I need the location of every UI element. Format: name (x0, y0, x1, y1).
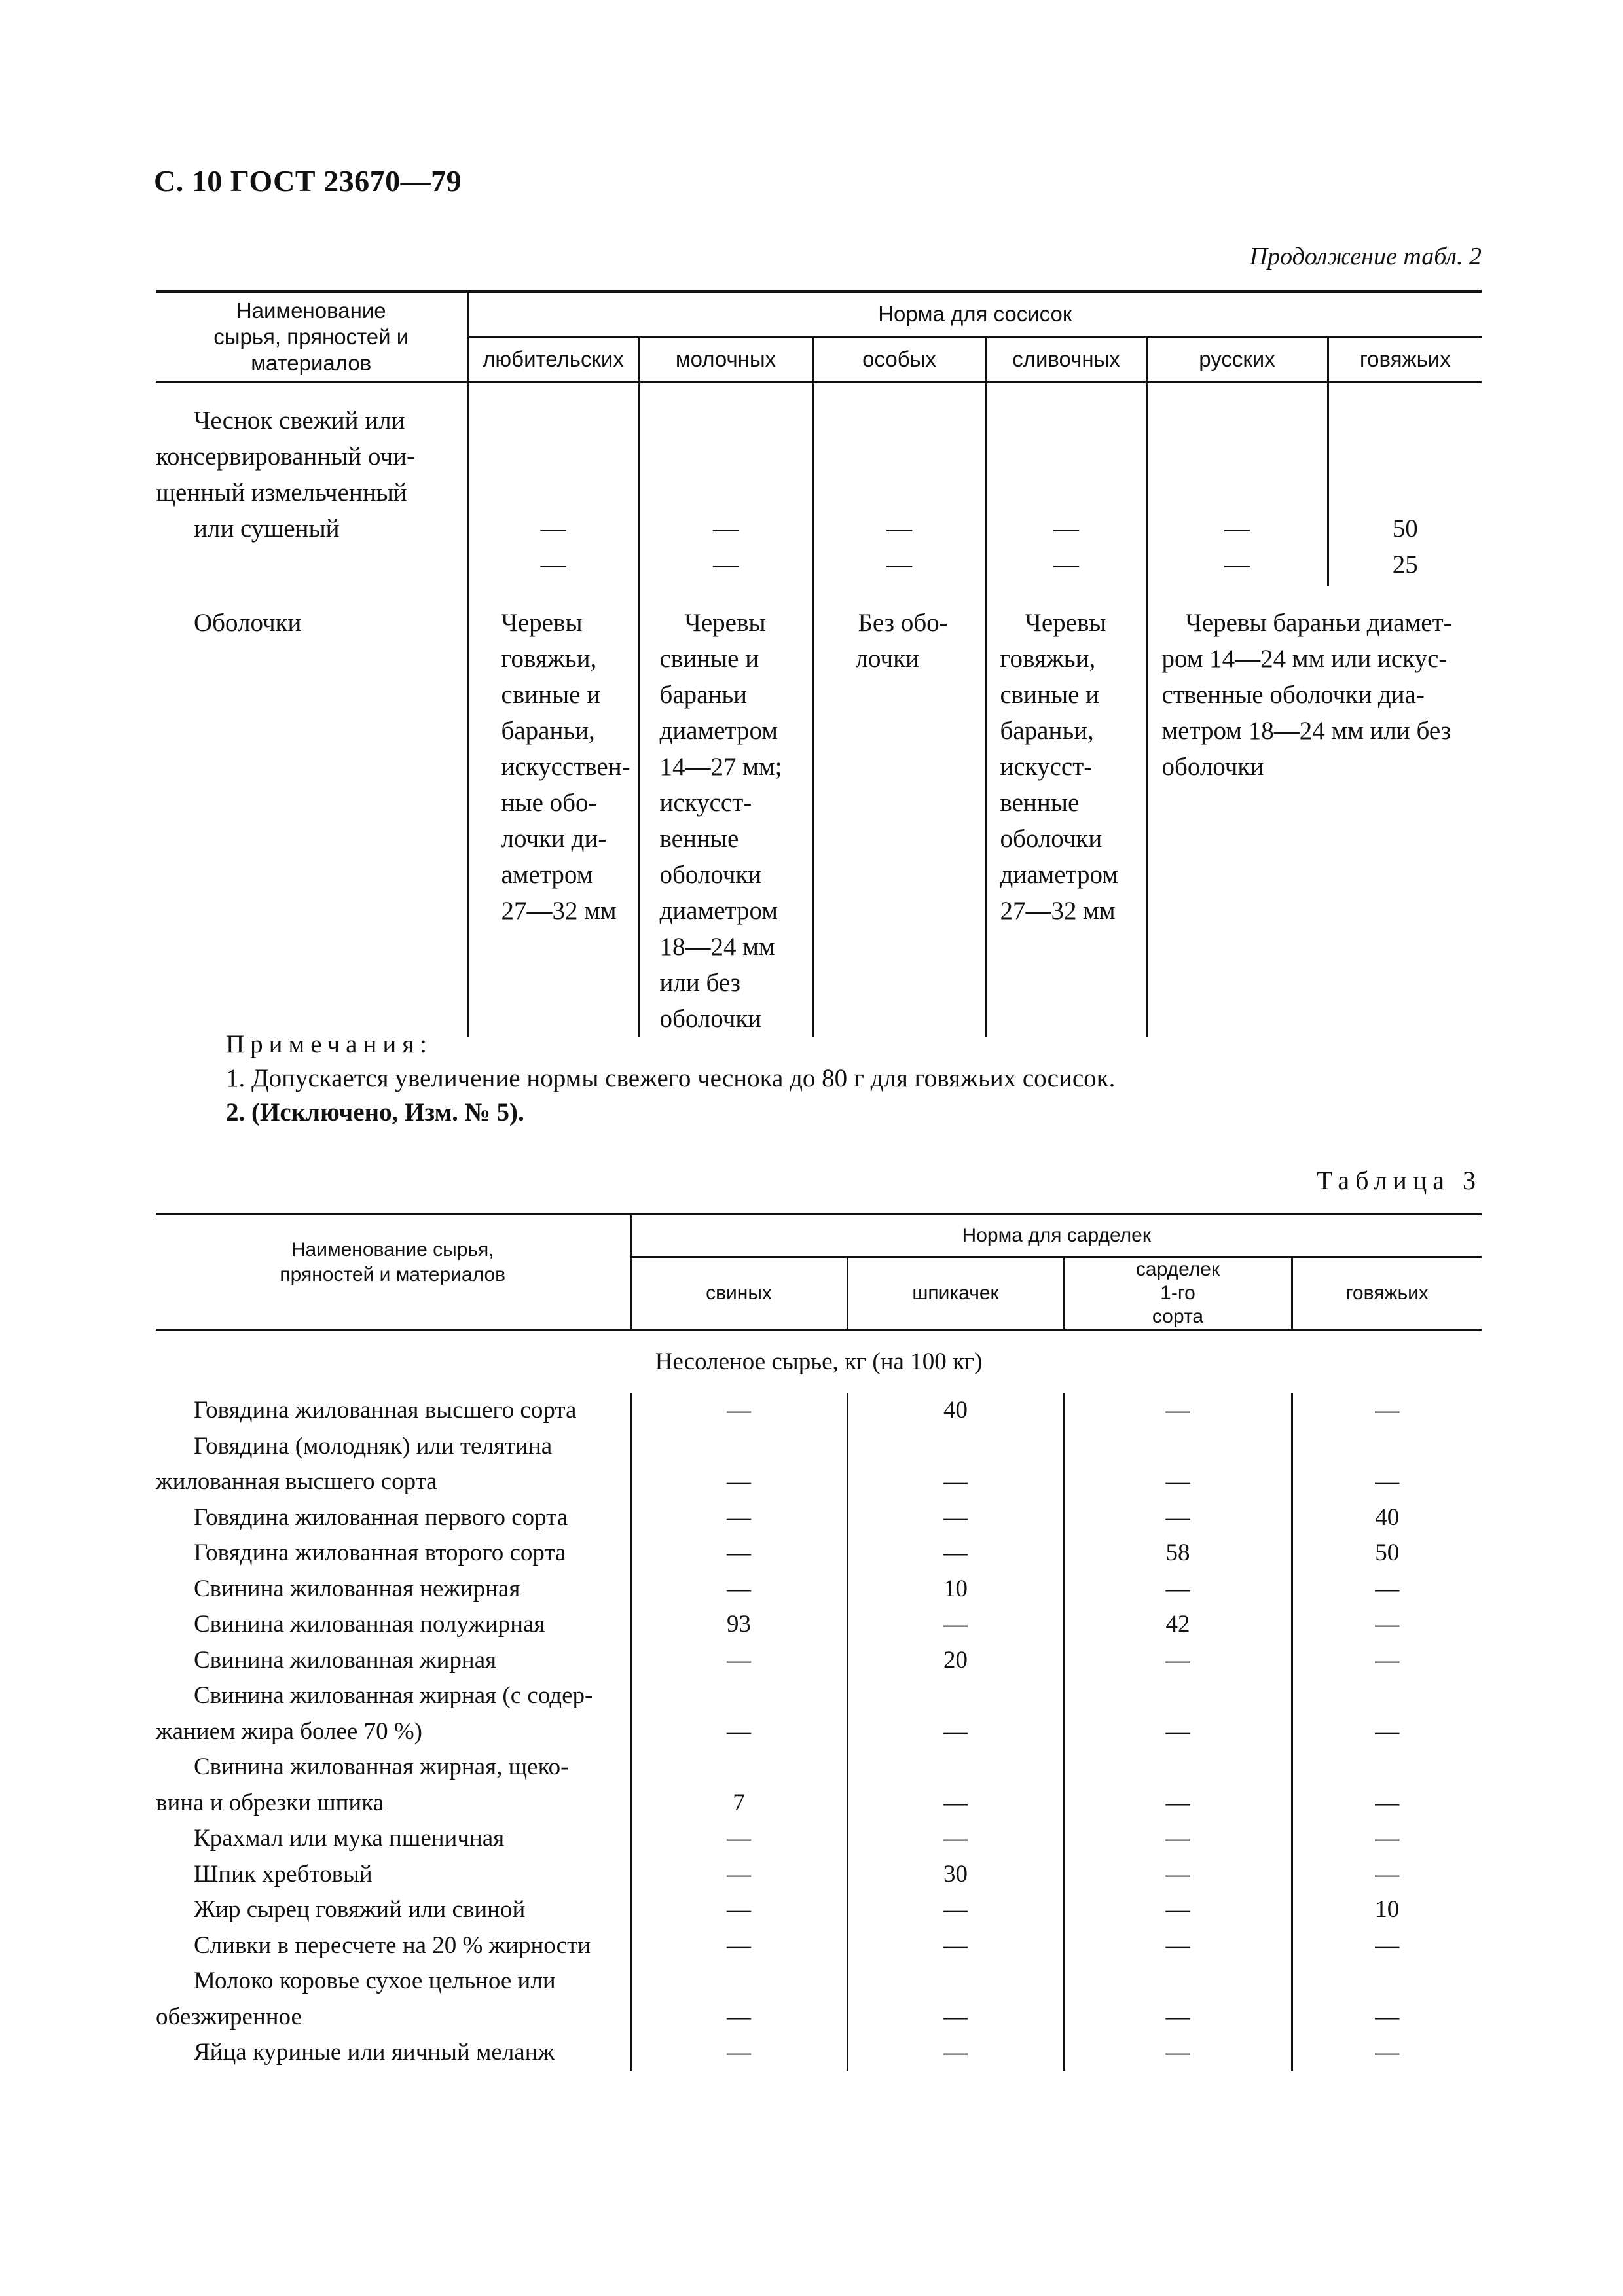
casings-name: Оболочки (194, 609, 302, 637)
table-row (156, 1607, 1482, 1643)
row-name-line: Говядина жилованная высшего сорта (194, 1397, 577, 1424)
cell: — (886, 514, 912, 543)
value-cell: — (1064, 1643, 1292, 1679)
row-name-line: Шпик хребтовый (194, 1860, 373, 1888)
value-cell: — (1064, 1571, 1292, 1607)
row-name (156, 1821, 630, 1857)
cell: — (1224, 550, 1250, 579)
table2-col-moloch: молочных (639, 337, 812, 382)
table2-col-gov: говяжьих (1328, 337, 1482, 382)
value-cell: — (847, 1607, 1064, 1643)
casing-line: бараньи, (1000, 717, 1094, 745)
value-cell: — (1292, 1393, 1482, 1429)
garlic-name-line: Чеснок свежий или (194, 406, 405, 435)
page-header: С. 10 ГОСТ 23670—79 (154, 164, 462, 198)
casing-line: оболочки (659, 1005, 762, 1033)
casing-line: диаметром (659, 897, 778, 925)
row-name (156, 1964, 630, 2035)
casing-line: ные обо- (501, 789, 597, 817)
value-cell: — (847, 1535, 1064, 1571)
value-cell: — (630, 1535, 847, 1571)
value-cell: — (1064, 1429, 1292, 1500)
row-name-line: Говядина жилованная первого сорта (194, 1503, 568, 1531)
casing-line: венные (659, 825, 739, 853)
row-name-line: Свинина жилованная полужирная (194, 1611, 545, 1638)
value-cell: — (630, 1964, 847, 2035)
casing-line: Черевы (1025, 609, 1106, 637)
table3-col-shpik: шпикачек (847, 1257, 1064, 1330)
table-row (156, 1964, 1482, 2035)
cell: — (1224, 514, 1250, 543)
row-name-line: Яйца куриные или яичный меланж (194, 2039, 555, 2066)
casing-line: Без обо- (858, 609, 948, 637)
value-cell: — (630, 1643, 847, 1679)
garlic-name-line: или сушеный (194, 514, 340, 543)
value-cell: — (1292, 1678, 1482, 1749)
value-cell: — (1292, 1571, 1482, 1607)
casing-line: оболочки (659, 861, 762, 889)
value-cell: 30 (847, 1857, 1064, 1893)
row-name-line: Свинина жилованная нежирная (194, 1575, 520, 1602)
table-row (156, 1500, 1482, 1536)
cell: — (1053, 514, 1079, 543)
value-cell: — (1064, 1678, 1292, 1749)
table-row (156, 1821, 1482, 1857)
casing-line: 14—27 мм; (659, 753, 782, 781)
table-row (156, 1535, 1482, 1571)
notes (226, 1028, 1115, 1130)
table3-name-header: Наименование сырья, пряностей и материалов (280, 1239, 506, 1285)
value-cell: — (630, 2035, 847, 2071)
value-cell: — (1064, 1500, 1292, 1536)
casing-line: искусст- (659, 789, 752, 817)
row-name-line: Свинина жилованная жирная (с содер- (194, 1682, 593, 1709)
casing-line: диаметром (659, 717, 778, 745)
value-cell: — (847, 2035, 1064, 2071)
cell: — (713, 550, 739, 579)
value-cell: — (1064, 1821, 1292, 1857)
casing-line: говяжьи, (1000, 645, 1096, 673)
row-name-line: Молоко коровье сухое цельное или (194, 1967, 556, 1994)
value-cell: — (630, 1678, 847, 1749)
table-row (156, 1749, 1482, 1821)
value-cell: 40 (1292, 1500, 1482, 1536)
table3-col-gov: говяжьих (1292, 1257, 1482, 1330)
casing-line: или без (659, 969, 740, 997)
casing-line: ственные оболочки диа- (1161, 681, 1425, 709)
row-name-line: вина и обрезки шпика (156, 1789, 384, 1816)
row-name-line: Говядина (молодняк) или телятина (194, 1432, 553, 1460)
notes-title: Примечания: (226, 1030, 433, 1058)
value-cell: — (847, 1928, 1064, 1964)
row-name (156, 1892, 630, 1928)
table2-col-russ: русских (1146, 337, 1328, 382)
value-cell: — (847, 1964, 1064, 2035)
row-name (156, 1429, 630, 1500)
table3-col-svin: свиных (630, 1257, 847, 1330)
value-cell: — (630, 1393, 847, 1429)
cell: — (540, 514, 566, 543)
table2-continuation: Продолжение табл. 2 (1249, 243, 1482, 270)
casing-line: лочки (855, 645, 919, 673)
value-cell: — (1292, 2035, 1482, 2071)
table-row (156, 1928, 1482, 1964)
casing-line: оболочки (1000, 825, 1103, 853)
casing-line: диаметром (1000, 861, 1118, 889)
row-name (156, 1928, 630, 1964)
row-name (156, 1678, 630, 1749)
row-name (156, 1607, 630, 1643)
note-item: 1. Допускается увеличение нормы свежего чеснока до 80 г для говяжьих сосисок. (226, 1064, 1116, 1092)
value-cell: — (1064, 1928, 1292, 1964)
cell: — (713, 514, 739, 543)
value-cell: — (630, 1821, 847, 1857)
value-cell: — (630, 1857, 847, 1893)
row-name (156, 1393, 630, 1429)
row-name-line: жанием жира более 70 %) (156, 1717, 422, 1745)
casing-line: Черевы (501, 609, 583, 637)
value-cell: — (847, 1678, 1064, 1749)
casing-line: венные (1000, 789, 1080, 817)
table3-col-sard: сарделек 1-го сорта (1135, 1259, 1220, 1327)
row-name (156, 1535, 630, 1571)
value-cell: 10 (847, 1571, 1064, 1607)
table-3 (156, 1213, 1482, 2071)
value-cell: — (630, 1928, 847, 1964)
row-name (156, 1643, 630, 1679)
value-cell: — (847, 1749, 1064, 1821)
table-row (156, 1892, 1482, 1928)
table-2 (156, 290, 1482, 1037)
cell: 50 (1392, 514, 1418, 543)
value-cell: — (847, 1429, 1064, 1500)
table2-col-slivoch: сливочных (986, 337, 1146, 382)
table-row (156, 1857, 1482, 1893)
row-name-line: Свинина жилованная жирная (194, 1646, 497, 1674)
value-cell: — (630, 1429, 847, 1500)
table-row (156, 1393, 1482, 1429)
value-cell: — (847, 1821, 1064, 1857)
casing-line: метром 18—24 мм или без (1161, 717, 1451, 745)
value-cell: 42 (1064, 1607, 1292, 1643)
value-cell: — (1292, 1857, 1482, 1893)
value-cell: — (847, 1500, 1064, 1536)
value-cell: — (1292, 1964, 1482, 2035)
garlic-name-line: консервированный очи- (156, 442, 415, 471)
value-cell: — (1292, 1607, 1482, 1643)
table-row (156, 2035, 1482, 2071)
value-cell: — (1292, 1429, 1482, 1500)
table2-col-osob: особых (812, 337, 986, 382)
table3-title: Таблица 3 (1316, 1166, 1482, 1195)
table3-body (156, 1393, 1482, 2071)
garlic-name-line: щенный измельченный (156, 478, 407, 507)
table-row (156, 1429, 1482, 1500)
row-name (156, 2035, 630, 2071)
value-cell: 40 (847, 1393, 1064, 1429)
casing-line: 27—32 мм (501, 897, 617, 925)
value-cell: 10 (1292, 1892, 1482, 1928)
table2-col-lyub: любительских (467, 337, 639, 382)
cell: — (886, 550, 912, 579)
casing-line: искусствен- (501, 753, 630, 781)
value-cell: 50 (1292, 1535, 1482, 1571)
casing-line: говяжьи, (501, 645, 597, 673)
value-cell: — (1064, 1892, 1292, 1928)
row-name (156, 1500, 630, 1536)
row-name-line: Свинина жилованная жирная, щеко- (194, 1753, 569, 1780)
cell: 25 (1392, 550, 1418, 579)
casing-line: искусст- (1000, 753, 1093, 781)
casing-line: бараньи, (501, 717, 595, 745)
casing-line: свиные и (501, 681, 601, 709)
row-name (156, 1749, 630, 1821)
value-cell: — (630, 1500, 847, 1536)
value-cell: — (1064, 1964, 1292, 2035)
table-row (156, 1571, 1482, 1607)
table3-group-header: Норма для сарделек (630, 1214, 1482, 1257)
casing-line: лочки ди- (501, 825, 607, 853)
table2-name-header: Наименование сырья, пряностей и материалов (213, 298, 409, 375)
casing-line: 18—24 мм (659, 933, 775, 961)
casing-line: свиные и (1000, 681, 1100, 709)
value-cell: — (847, 1892, 1064, 1928)
row-name-line: обезжиренное (156, 2003, 302, 2030)
casing-line: аметром (501, 861, 593, 889)
row-name (156, 1571, 630, 1607)
value-cell: — (1064, 2035, 1292, 2071)
cell: — (1053, 550, 1079, 579)
casing-line: 27—32 мм (1000, 897, 1116, 925)
row-name-line: Сливки в пересчете на 20 % жирности (194, 1931, 591, 1959)
value-cell: — (1292, 1928, 1482, 1964)
casing-line: оболочки (1161, 753, 1264, 781)
row-name-line: Крахмал или мука пшеничная (194, 1825, 505, 1852)
row-name-line: жилованная высшего сорта (156, 1468, 437, 1495)
row-name (156, 1857, 630, 1893)
value-cell: — (1064, 1393, 1292, 1429)
value-cell: 7 (630, 1749, 847, 1821)
value-cell: 93 (630, 1607, 847, 1643)
value-cell: — (630, 1571, 847, 1607)
casing-line: ром 14—24 мм или искус- (1161, 645, 1448, 673)
value-cell: — (1064, 1857, 1292, 1893)
casing-line: Черевы (684, 609, 766, 637)
casing-line: Черевы бараньи диамет- (1185, 609, 1452, 637)
value-cell: 58 (1064, 1535, 1292, 1571)
value-cell: — (1292, 1821, 1482, 1857)
value-cell: — (1064, 1749, 1292, 1821)
table2-group-header: Норма для сосисок (467, 291, 1482, 337)
value-cell: — (630, 1892, 847, 1928)
value-cell: 20 (847, 1643, 1064, 1679)
value-cell: — (1292, 1749, 1482, 1821)
row-name-line: Жир сырец говяжий или свиной (194, 1896, 526, 1923)
table-row (156, 1678, 1482, 1749)
table-row (156, 1643, 1482, 1679)
casing-line: бараньи (659, 681, 747, 709)
casing-line: свиные и (659, 645, 759, 673)
table3-section: Несоленое сырье, кг (на 100 кг) (655, 1348, 983, 1375)
cell: — (540, 550, 566, 579)
note-item: 2. (Исключено, Изм. № 5). (226, 1098, 524, 1126)
value-cell: — (1292, 1643, 1482, 1679)
row-name-line: Говядина жилованная второго сорта (194, 1539, 566, 1566)
